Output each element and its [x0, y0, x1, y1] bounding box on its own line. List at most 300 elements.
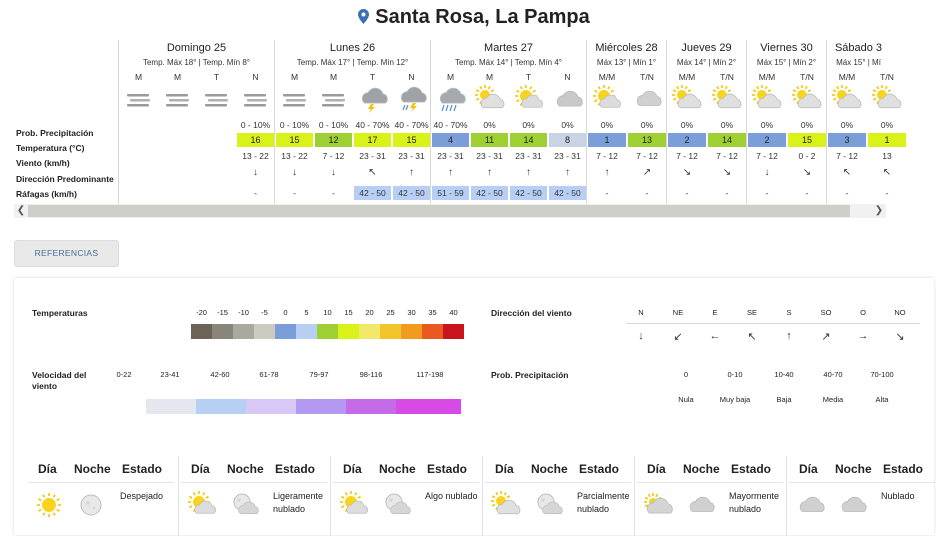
state-group — [482, 456, 634, 536]
day-column — [666, 40, 746, 205]
precip-range: 70-100 — [870, 370, 894, 379]
precip-prob: 0% — [640, 120, 654, 130]
wind-direction-arrow-icon: ↓ — [331, 167, 336, 178]
wind-speed: 7 - 12 — [636, 151, 658, 161]
partly-cloudy-icon — [491, 490, 521, 520]
wind-speed: 23 - 31 — [554, 151, 581, 161]
rain-icon — [431, 84, 470, 114]
state-header: Estado — [122, 462, 163, 476]
wind-speed: 13 - 22 — [281, 151, 308, 161]
state-header: Noche — [835, 462, 872, 476]
temperature-cell: 15 — [788, 133, 826, 147]
cloud-icon — [627, 84, 667, 114]
row-label-wind: Viento (km/h) — [16, 158, 70, 168]
wind-direction-arrow-icon: ↑ — [448, 167, 453, 178]
precip-prob: 0% — [800, 120, 814, 130]
sun-icon — [34, 490, 64, 520]
state-header: Noche — [683, 462, 720, 476]
period-column — [353, 40, 392, 205]
period-label: M/M — [678, 72, 696, 82]
gust-cell — [119, 186, 158, 200]
period-label: T/N — [880, 72, 894, 82]
gust-cell: 42 - 50 — [354, 186, 391, 200]
period-label: N — [252, 72, 259, 82]
wind-dir-label: NE — [672, 308, 684, 317]
state-header: Día — [343, 462, 362, 476]
state-header: Estado — [275, 462, 316, 476]
day-column — [586, 40, 666, 205]
precip-prob: 0% — [522, 120, 535, 130]
precip-level-name: Media — [822, 395, 844, 404]
cloudy-night-icon — [548, 84, 587, 114]
wind-speed: 23 - 31 — [359, 151, 386, 161]
legend-temperatures-label: Temperaturas — [32, 308, 88, 318]
wind-scale-label: 23-41 — [160, 370, 180, 379]
fog-icon — [275, 84, 314, 114]
temp-scale-label: 5 — [304, 308, 309, 317]
period-column — [509, 40, 548, 205]
period-column — [747, 40, 787, 205]
temperature-cell: 14 — [708, 133, 746, 147]
temp-scale-label: 15 — [344, 308, 353, 317]
state-label: Algo nublado — [425, 491, 478, 501]
wind-direction-arrow-icon: ↑ — [604, 167, 610, 178]
period-label: N — [564, 72, 571, 82]
wind-color-swatch — [296, 399, 346, 414]
wind-direction-arrow-icon: ↑ — [526, 167, 531, 178]
temp-color-swatch — [422, 324, 443, 339]
divider — [181, 482, 327, 483]
precip-prob: 0% — [483, 120, 496, 130]
sun-cloud-icon — [587, 84, 627, 114]
precip-prob: 0% — [680, 120, 694, 130]
temperature-cell — [119, 133, 158, 147]
precip-prob: 0% — [600, 120, 614, 130]
wind-dir-label: SO — [820, 308, 832, 317]
state-header: Día — [799, 462, 818, 476]
divider — [485, 482, 631, 483]
state-group — [178, 456, 330, 536]
fog-icon — [197, 84, 236, 114]
gust-cell: - — [805, 188, 809, 198]
period-column — [827, 40, 867, 205]
wind-speed — [119, 150, 158, 163]
temp-color-swatch — [338, 324, 359, 339]
temp-scale-label: 35 — [428, 308, 437, 317]
period-label: M — [485, 72, 494, 82]
period-column — [587, 40, 627, 205]
wind-direction-arrow-icon: ↖ — [368, 167, 377, 178]
wind-direction-arrow-icon: ↖ — [842, 167, 852, 178]
temp-scale-label: -5 — [261, 308, 268, 317]
temp-scale-label: 0 — [283, 308, 288, 317]
wind-scale-label: 42-60 — [210, 370, 230, 379]
precip-prob: 0% — [760, 120, 774, 130]
row-label-prob: Prob. Precipitación — [16, 128, 94, 138]
moon-cloud-icon — [533, 490, 563, 520]
period-column — [667, 40, 707, 205]
sun-cloud-icon — [509, 84, 548, 114]
period-column — [431, 40, 470, 205]
day-column — [274, 40, 430, 205]
temperature-cell: 4 — [432, 133, 469, 147]
temperature-cell: 3 — [828, 133, 866, 147]
gust-cell: 51 - 59 — [432, 186, 469, 200]
precip-range: 0 — [683, 370, 689, 379]
temperature-cell: 14 — [510, 133, 547, 147]
period-label: T — [369, 72, 376, 82]
cloud-icon — [837, 490, 867, 520]
partly-cloudy-icon — [787, 84, 827, 114]
temperature-cell — [158, 133, 197, 147]
sun-cloud-icon — [187, 490, 217, 520]
gust-cell — [158, 186, 197, 200]
temp-color-swatch — [443, 324, 464, 339]
wind-color-swatch — [196, 399, 246, 414]
wind-dir-arrow-icon: ↑ — [786, 330, 792, 342]
day-temp-summary: Temp. Máx 17° | Temp. Mín 12° — [296, 58, 409, 67]
temp-scale-label: -20 — [196, 308, 207, 317]
temperature-cell: 8 — [549, 133, 586, 147]
wind-speed: 7 - 12 — [322, 151, 345, 161]
period-column — [627, 40, 667, 205]
day-column — [430, 40, 586, 205]
wind-dir-label: SE — [746, 308, 757, 317]
state-label: Ligeramente nublado — [273, 491, 324, 514]
period-column — [119, 40, 158, 205]
period-column — [787, 40, 827, 205]
wind-speed: 13 — [882, 151, 892, 161]
temperature-cell: 15 — [393, 133, 430, 147]
temperature-cell: 13 — [628, 133, 666, 147]
temp-color-swatch — [380, 324, 401, 339]
state-header: Noche — [379, 462, 416, 476]
state-header: Noche — [74, 462, 111, 476]
state-header: Estado — [883, 462, 924, 476]
precip-prob: 40 - 70% — [433, 120, 468, 130]
day-temp-summary: Temp. Máx 18° | Temp. Mín 8° — [142, 58, 251, 67]
wind-speed — [197, 150, 236, 163]
gust-cell: - — [645, 188, 649, 198]
row-label-gust: Ráfagas (km/h) — [16, 189, 77, 199]
legend-wind-dir-label: Dirección del viento — [491, 308, 572, 318]
wind-dir-label: S — [786, 308, 792, 317]
day-column — [746, 40, 826, 205]
row-label-temp: Temperatura (°C) — [16, 143, 85, 153]
precip-prob: 0% — [561, 120, 574, 130]
day-temp-summary: Temp. Máx 14° | Temp. Mín 4° — [454, 58, 563, 67]
period-label: M — [329, 72, 338, 82]
period-column — [392, 40, 431, 205]
precip-prob: 0 - 10% — [279, 120, 310, 130]
gust-cell: 42 - 50 — [471, 186, 508, 200]
state-header: Día — [495, 462, 514, 476]
wind-direction-arrow-icon: ↑ — [565, 167, 570, 178]
temperature-cell: 11 — [471, 133, 508, 147]
gust-cell: 42 - 50 — [549, 186, 586, 200]
divider — [333, 482, 479, 483]
period-label: T — [525, 72, 532, 82]
gust-cell: - — [332, 188, 335, 198]
scroll-left-arrow-icon[interactable]: ❮ — [16, 205, 26, 216]
wind-speed: 7 - 12 — [676, 151, 698, 161]
temp-color-swatch — [191, 324, 212, 339]
state-header: Estado — [427, 462, 468, 476]
period-column — [158, 40, 197, 205]
row-label-dir: Dirección Predominante — [16, 174, 114, 184]
gust-cell: - — [605, 188, 609, 198]
gust-cell: - — [765, 188, 769, 198]
storm-icon — [353, 84, 392, 114]
temperature-cell — [197, 133, 236, 147]
gust-cell: - — [685, 188, 689, 198]
partly-cloudy-icon — [470, 84, 509, 114]
temp-scale-label: -10 — [238, 308, 249, 317]
wind-direction-arrow-icon: ↘ — [722, 167, 732, 178]
gust-cell: - — [725, 188, 729, 198]
period-label: M/M — [598, 72, 616, 82]
wind-speed: 23 - 31 — [515, 151, 542, 161]
divider — [28, 482, 174, 483]
wind-direction-arrow-icon: ↘ — [802, 167, 812, 178]
sun-cloud-icon — [339, 490, 369, 520]
temp-scale-label: 10 — [323, 308, 332, 317]
precip-prob: 40 - 70% — [355, 120, 390, 130]
moon-cloud-icon — [229, 490, 259, 520]
temperature-cell: 12 — [315, 133, 352, 147]
period-column — [867, 40, 907, 205]
state-label: Nublado — [881, 491, 915, 501]
wind-direction-arrow-icon: ↑ — [487, 167, 492, 178]
wind-speed: 7 - 12 — [836, 151, 858, 161]
wind-color-swatch — [146, 399, 196, 414]
partly-cloudy-icon — [707, 84, 747, 114]
wind-direction-arrow-icon: ↖ — [882, 167, 892, 178]
wind-speed: 23 - 31 — [398, 151, 425, 161]
legend-wind-speed-label: Velocidad del viento — [32, 370, 87, 391]
state-label: Parcialmente nublado — [577, 491, 630, 514]
precip-prob: 0 - 10% — [240, 120, 271, 130]
wind-scale-label: 98-116 — [359, 370, 383, 379]
scroll-right-arrow-icon[interactable]: ❯ — [874, 205, 884, 216]
wind-dir-arrow-icon: ↘ — [895, 331, 905, 343]
period-column — [197, 40, 236, 205]
scroll-thumb[interactable] — [28, 205, 850, 217]
wind-color-scale — [146, 399, 461, 414]
gust-cell: 42 - 50 — [510, 186, 547, 200]
partly-cloudy-icon — [867, 84, 907, 114]
legend-precip-label: Prob. Precipitación — [491, 370, 569, 380]
mostly-cloudy-icon — [643, 490, 673, 520]
precip-level-name: Muy baja — [719, 395, 751, 404]
temperature-cell: 1 — [588, 133, 626, 147]
day-column — [826, 40, 894, 205]
wind-speed: 7 - 12 — [756, 151, 778, 161]
wind-direction-arrow-icon: ↑ — [409, 167, 414, 178]
day-temp-summary: Máx 15° | Mín 2° — [756, 58, 817, 67]
temperature-cell: 1 — [868, 133, 906, 147]
temperature-cell: 15 — [276, 133, 313, 147]
wind-speed — [158, 150, 197, 163]
wind-speed: 23 - 31 — [476, 151, 503, 161]
day-temp-summary: Máx 13° | Mín 1° — [596, 58, 657, 67]
period-label: M — [134, 72, 143, 82]
location-pin-icon — [358, 9, 369, 24]
period-label: M/M — [838, 72, 856, 82]
period-column — [314, 40, 353, 205]
gust-cell: 42 - 50 — [393, 186, 430, 200]
moon-icon — [76, 490, 106, 520]
cloud-icon — [685, 490, 715, 520]
temp-scale-label: 30 — [407, 308, 416, 317]
gust-cell: - — [254, 188, 257, 198]
day-temp-summary: Máx 14° | Mín 2° — [676, 58, 737, 67]
page-title — [0, 6, 948, 29]
temp-scale-label: 20 — [365, 308, 374, 317]
temp-color-swatch — [275, 324, 296, 339]
period-label: T/N — [640, 72, 654, 82]
state-header: Estado — [731, 462, 772, 476]
period-column — [470, 40, 509, 205]
precip-level-name: Baja — [776, 395, 792, 404]
wind-speed: 13 - 22 — [242, 151, 269, 161]
references-button[interactable]: REFERENCIAS — [14, 240, 119, 267]
wind-scale-label: 117-198 — [416, 370, 444, 379]
state-header: Día — [191, 462, 210, 476]
wind-speed: 7 - 12 — [596, 151, 618, 161]
day-name: Miércoles 28 — [595, 42, 658, 54]
temp-scale-label: 40 — [449, 308, 458, 317]
period-label: M — [173, 72, 182, 82]
divider — [626, 323, 920, 324]
wind-dir-arrow-icon: ↙ — [673, 331, 683, 343]
partly-cloudy-icon — [827, 84, 867, 114]
wind-dir-arrow-icon: ↗ — [821, 331, 831, 343]
storm-rain-icon — [392, 84, 431, 114]
state-group — [634, 456, 786, 536]
temp-color-swatch — [233, 324, 254, 339]
wind-direction-arrow-icon: ↗ — [642, 167, 652, 178]
temp-color-scale — [191, 324, 464, 339]
temp-color-swatch — [317, 324, 338, 339]
legend-panel — [14, 278, 934, 535]
temperature-cell: 2 — [668, 133, 706, 147]
day-name: Domingo 25 — [166, 42, 227, 54]
partly-cloudy-icon — [667, 84, 707, 114]
period-column — [236, 40, 275, 205]
wind-scale-label: 61-78 — [259, 370, 279, 379]
wind-direction-arrow-icon: ↓ — [292, 167, 297, 178]
precip-prob: 40 - 70% — [394, 120, 429, 130]
day-name: Viernes 30 — [760, 42, 813, 54]
location-name: Santa Rosa, La Pampa — [375, 6, 590, 28]
wind-color-swatch — [346, 399, 396, 414]
fog-icon — [158, 84, 197, 114]
state-header: Día — [38, 462, 57, 476]
period-label: N — [408, 72, 415, 82]
wind-speed: 23 - 31 — [437, 151, 464, 161]
precip-range: 0-10 — [727, 370, 743, 379]
state-label: Mayormente nublado — [729, 491, 780, 514]
wind-direction-arrow-icon: ↓ — [764, 167, 770, 178]
forecast-table — [14, 40, 894, 205]
cloud-icon — [795, 490, 825, 520]
wind-scale-label: 79-97 — [309, 370, 329, 379]
precip-prob: 0% — [840, 120, 854, 130]
wind-color-swatch — [246, 399, 296, 414]
wind-scale-label: 0-22 — [116, 370, 132, 379]
wind-color-swatch — [396, 399, 461, 414]
state-group — [26, 456, 178, 536]
wind-dir-arrow-icon: → — [857, 330, 869, 342]
precip-prob: 0% — [880, 120, 894, 130]
precip-prob: 0% — [720, 120, 734, 130]
fog-icon — [119, 84, 158, 114]
period-column — [707, 40, 747, 205]
state-group — [330, 456, 482, 536]
wind-dir-arrow-icon: ↖ — [747, 331, 757, 343]
state-header: Estado — [579, 462, 620, 476]
precip-range: 10-40 — [774, 370, 794, 379]
period-label: M — [290, 72, 299, 82]
wind-speed: 7 - 12 — [716, 151, 738, 161]
wind-dir-label: E — [712, 308, 718, 317]
temp-color-swatch — [212, 324, 233, 339]
day-name: Lunes 26 — [329, 42, 376, 54]
temperature-cell: 17 — [354, 133, 391, 147]
horizontal-scrollbar[interactable] — [14, 204, 886, 218]
wind-dir-label: O — [860, 308, 866, 317]
temp-scale-label: -15 — [217, 308, 228, 317]
state-header: Día — [647, 462, 666, 476]
day-name: Sábado 3 — [834, 42, 883, 54]
wind-dir-arrow-icon: ← — [709, 330, 721, 342]
temp-color-swatch — [401, 324, 422, 339]
precip-level-name: Nula — [678, 395, 694, 404]
precip-level-name: Alta — [875, 395, 889, 404]
day-column — [118, 40, 274, 205]
state-header: Noche — [227, 462, 264, 476]
temp-color-swatch — [359, 324, 380, 339]
wind-direction-arrow-icon: ↓ — [253, 167, 258, 178]
divider — [789, 482, 935, 483]
wind-dir-arrow-icon: ↓ — [638, 330, 644, 342]
day-name: Jueves 29 — [681, 42, 732, 54]
temp-color-swatch — [254, 324, 275, 339]
fog-icon — [236, 84, 275, 114]
temp-scale-label: 25 — [386, 308, 395, 317]
fog-icon — [314, 84, 353, 114]
wind-speed: 0 - 2 — [798, 151, 816, 161]
day-temp-summary: Máx 15° | Mí — [836, 58, 881, 67]
temp-color-swatch — [296, 324, 317, 339]
partly-cloudy-icon — [747, 84, 787, 114]
gust-cell: - — [845, 188, 849, 198]
temperature-cell: 2 — [748, 133, 786, 147]
wind-direction-arrow-icon: ↘ — [682, 167, 692, 178]
temperature-cell: 16 — [237, 133, 274, 147]
precip-range: 40-70 — [823, 370, 843, 379]
period-label: T/N — [800, 72, 814, 82]
state-label: Despejado — [120, 491, 164, 501]
state-header: Noche — [531, 462, 568, 476]
gust-cell: - — [293, 188, 296, 198]
state-group — [786, 456, 938, 536]
period-column — [548, 40, 587, 205]
period-label: M — [446, 72, 455, 82]
period-column — [275, 40, 314, 205]
period-label: T — [213, 72, 220, 82]
